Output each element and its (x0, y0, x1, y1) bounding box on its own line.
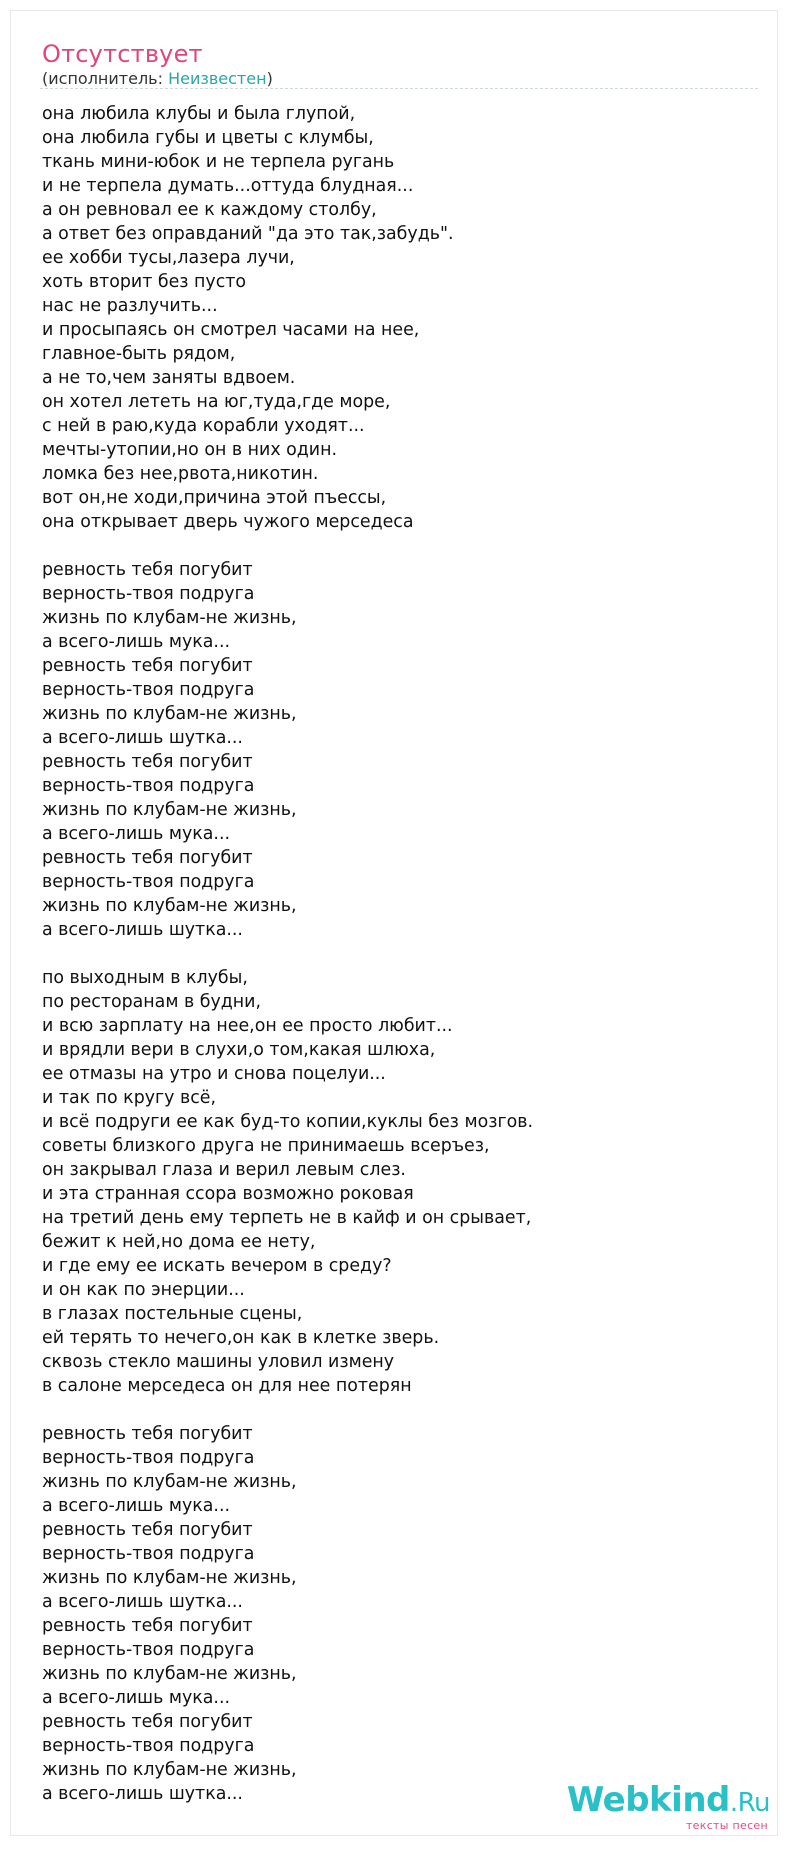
lyric-line: советы близкого друга не принимаешь всеръез, (42, 1136, 490, 1156)
lyric-blank-line (42, 942, 772, 966)
watermark-suffix: .Ru (729, 1788, 770, 1818)
song-title: Отсутствует (42, 40, 203, 68)
lyric-line: жизнь по клубам-не жизнь, (42, 896, 297, 916)
lyric-line: ревность тебя погубит (42, 560, 253, 580)
lyric-line: бежит к ней,но дома ее нету, (42, 1232, 316, 1252)
lyric-line: и всю зарплату на нее,он ее просто любит... (42, 1016, 453, 1036)
lyric-line: по ресторанам в будни, (42, 992, 261, 1012)
watermark-tagline: тексты песен (685, 1819, 768, 1832)
artist-link[interactable]: Неизвестен (168, 69, 267, 88)
lyric-line: верность-твоя подруга (42, 872, 255, 892)
lyric-line: и врядли вери в слухи,о том,какая шлюха, (42, 1040, 436, 1060)
lyric-blank-line (42, 534, 772, 558)
lyric-line: на третий день ему терпеть не в кайф и он срывает, (42, 1208, 532, 1228)
lyric-line: а всего-лишь мука... (42, 1688, 231, 1708)
lyric-line: а всего-лишь мука... (42, 1496, 231, 1516)
lyric-line: и эта странная ссора возможно роковая (42, 1184, 414, 1204)
lyrics-body (42, 102, 772, 1806)
lyric-line: жизнь по клубам-не жизнь, (42, 800, 297, 820)
lyric-line: жизнь по клубам-не жизнь, (42, 1664, 297, 1684)
lyric-line: ткань мини-юбок и не терпела ругань (42, 152, 395, 172)
artist-prefix: (исполнитель: (42, 69, 169, 88)
lyric-line: хоть вторит без пусто (42, 272, 247, 292)
lyric-line: ломка без нее,рвота,никотин. (42, 464, 319, 484)
lyric-line: в глазах постельные сцены, (42, 1304, 303, 1324)
lyric-line: а всего-лишь шутка... (42, 1784, 243, 1804)
lyric-line: она любила клубы и была глупой, (42, 104, 356, 124)
lyric-line: верность-твоя подруга (42, 1736, 255, 1756)
artist-line (42, 69, 273, 88)
lyric-line: верность-твоя подруга (42, 1448, 255, 1468)
lyric-line: жизнь по клубам-не жизнь, (42, 1568, 297, 1588)
lyric-line: ревность тебя погубит (42, 1712, 253, 1732)
lyric-line: верность-твоя подруга (42, 1640, 255, 1660)
lyric-line: по выходным в клубы, (42, 968, 248, 988)
lyric-blank-line (42, 1398, 772, 1422)
lyric-line: и просыпаясь он смотрел часами на нее, (42, 320, 420, 340)
lyric-line: а всего-лишь шутка... (42, 920, 243, 940)
lyric-line: ее отмазы на утро и снова поцелуи... (42, 1064, 386, 1084)
lyric-line: жизнь по клубам-не жизнь, (42, 608, 297, 628)
lyric-line: нас не разлучить... (42, 296, 218, 316)
lyric-line: главное-быть рядом, (42, 344, 236, 364)
lyric-line: а всего-лишь мука... (42, 632, 231, 652)
lyric-line: жизнь по клубам-не жизнь, (42, 704, 297, 724)
lyric-line: вот он,не ходи,причина этой пъессы, (42, 488, 387, 508)
lyric-line: а всего-лишь шутка... (42, 1592, 243, 1612)
site-watermark (567, 1782, 770, 1832)
lyric-line: и он как по энерции... (42, 1280, 245, 1300)
lyric-line: сквозь стекло машины уловил измену (42, 1352, 395, 1372)
lyric-line: верность-твоя подруга (42, 1544, 255, 1564)
lyric-line: ревность тебя погубит (42, 752, 253, 772)
lyric-line: а ответ без оправданий "да это так,забудь". (42, 224, 454, 244)
lyric-line: ревность тебя погубит (42, 1616, 253, 1636)
lyric-line: и так по кругу всё, (42, 1088, 217, 1108)
lyric-line: жизнь по клубам-не жизнь, (42, 1472, 297, 1492)
lyric-line: ревность тебя погубит (42, 1520, 253, 1540)
lyric-line: и не терпела думать...оттуда блудная... (42, 176, 414, 196)
lyric-line: ревность тебя погубит (42, 848, 253, 868)
lyric-line: жизнь по клубам-не жизнь, (42, 1760, 297, 1780)
watermark-brand: Webkind (566, 1780, 730, 1820)
lyric-line: ревность тебя погубит (42, 656, 253, 676)
lyric-line: а он ревновал ее к каждому столбу, (42, 200, 377, 220)
watermark-logo (567, 1782, 770, 1821)
lyric-line: ей терять то нечего,он как в клетке зверь. (42, 1328, 440, 1348)
lyric-line: он хотел лететь на юг,туда,где море, (42, 392, 391, 412)
lyric-line: она любила губы и цветы с клумбы, (42, 128, 374, 148)
lyric-line: и всё подруги ее как буд-то копии,куклы без мозгов. (42, 1112, 534, 1132)
title-divider (40, 88, 758, 89)
lyric-line: он закрывал глаза и верил левым слез. (42, 1160, 406, 1180)
lyric-line: верность-твоя подруга (42, 776, 255, 796)
lyric-line: ревность тебя погубит (42, 1424, 253, 1444)
artist-suffix: ) (266, 69, 273, 88)
lyric-line: а всего-лишь шутка... (42, 728, 243, 748)
lyric-line: мечты-утопии,но он в них один. (42, 440, 338, 460)
lyric-line: в салоне мерседеса он для нее потерян (42, 1376, 412, 1396)
lyric-line: верность-твоя подруга (42, 584, 255, 604)
lyric-line: и где ему ее искать вечером в среду? (42, 1256, 392, 1276)
lyric-line: а всего-лишь мука... (42, 824, 231, 844)
lyric-line: а не то,чем заняты вдвоем. (42, 368, 296, 388)
lyric-line: с ней в раю,куда корабли уходят... (42, 416, 365, 436)
lyric-line: она открывает дверь чужого мерседеса (42, 512, 414, 532)
lyric-line: верность-твоя подруга (42, 680, 255, 700)
lyric-line: ее хобби тусы,лазера лучи, (42, 248, 295, 268)
